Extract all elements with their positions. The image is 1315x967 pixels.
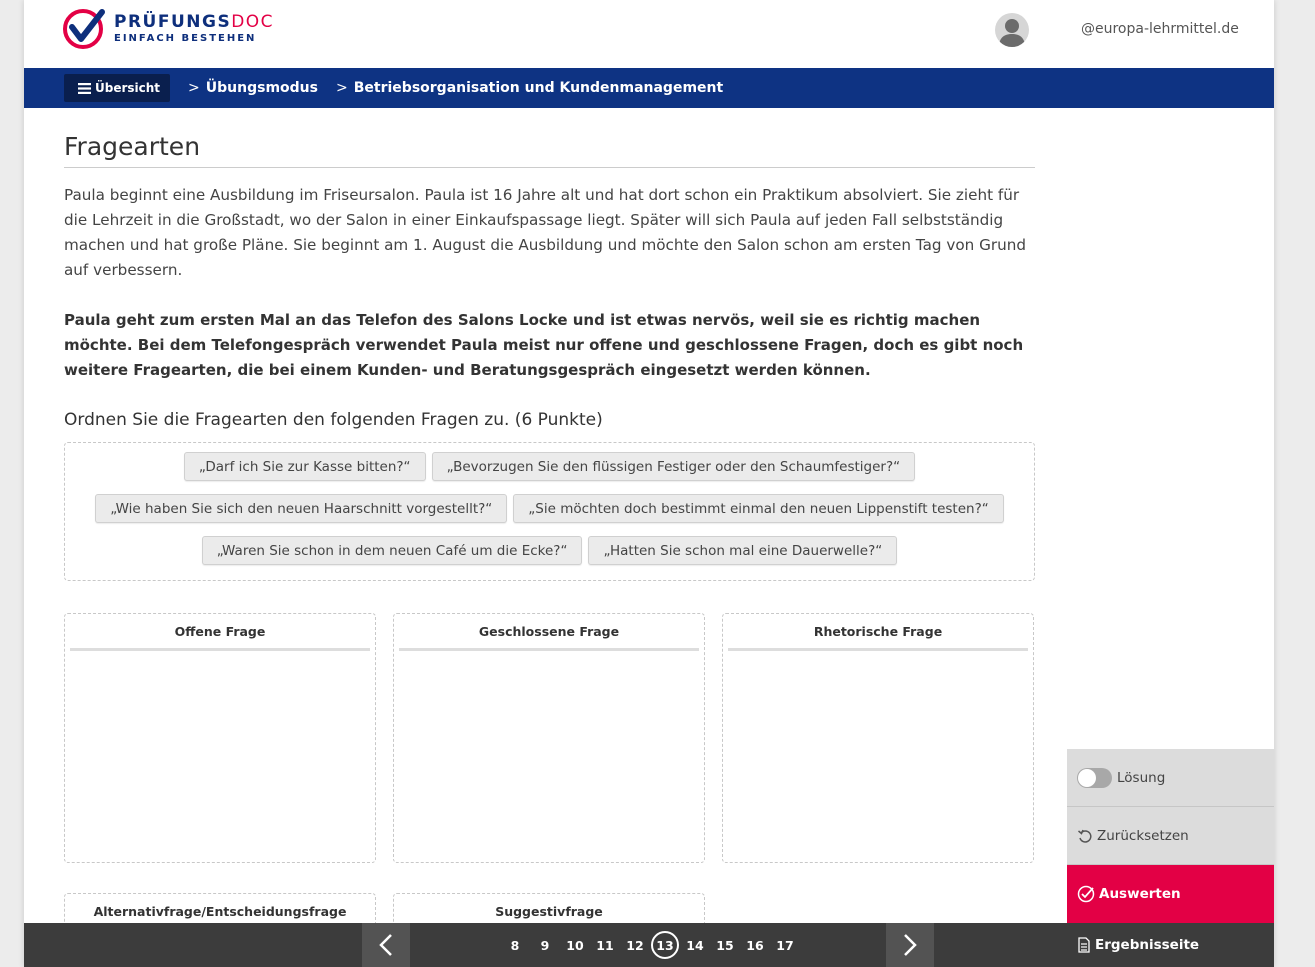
page-number[interactable]: 17 <box>776 937 794 953</box>
drop-zone-title: Offene Frage <box>70 614 370 651</box>
answer-pool <box>64 442 1035 581</box>
page-number[interactable]: 15 <box>716 937 734 953</box>
header <box>24 0 1274 68</box>
breadcrumb-mode[interactable]: > Übungsmodus <box>188 80 318 96</box>
document-icon <box>1077 937 1091 953</box>
page-number[interactable]: 14 <box>686 937 704 953</box>
avatar[interactable] <box>995 13 1029 47</box>
user-icon <box>995 13 1029 47</box>
page-title: Fragearten <box>64 132 1035 168</box>
user-email[interactable]: @europa-lehrmittel.de <box>1081 21 1239 37</box>
results-button[interactable] <box>1067 923 1274 967</box>
page-number[interactable]: 16 <box>746 937 764 953</box>
drop-zone-rhetorische-frage[interactable] <box>722 613 1034 863</box>
chevron-right-icon: > <box>336 80 348 96</box>
drop-zone-title: Rhetorische Frage <box>728 614 1028 651</box>
logo[interactable] <box>62 6 274 50</box>
current-page-number[interactable]: 13 <box>651 931 679 959</box>
check-circle-icon <box>1077 885 1095 903</box>
task-text: Paula geht zum ersten Mal an das Telefon des Salons Locke und ist etwas nervös, weil sie es richtig machen möchte. Bei dem Telefongespräch verwendet Paula meist nur offene und geschlossene Fragen, doch es gibt noch weitere Fragearten, die bei einem Kunden- und Beratungsgespräch eingesetzt werden können. <box>64 311 1024 379</box>
page-number[interactable]: 9 <box>540 937 550 953</box>
page <box>24 0 1274 967</box>
evaluate-label: Auswerten <box>1099 886 1181 902</box>
toggle-switch[interactable] <box>1077 768 1112 788</box>
results-label: Ergebnisseite <box>1095 937 1200 953</box>
evaluate-button[interactable] <box>1067 865 1274 923</box>
chevron-right-icon: > <box>188 80 200 96</box>
drop-zone-title: Geschlossene Frage <box>399 614 699 651</box>
overview-label: Übersicht <box>95 81 161 95</box>
reset-button[interactable] <box>1067 807 1274 865</box>
drop-zones <box>64 613 1035 967</box>
answer-chip[interactable]: „Hatten Sie schon mal eine Dauerwelle?“ <box>588 536 897 565</box>
page-number[interactable]: 11 <box>596 937 614 953</box>
answer-chip[interactable]: „Sie möchten doch bestimmt einmal den neuen Lippenstift testen?“ <box>513 494 1003 523</box>
solution-toggle[interactable] <box>1067 749 1274 807</box>
answer-chip[interactable]: „Darf ich Sie zur Kasse bitten?“ <box>184 452 426 481</box>
next-page-button[interactable] <box>886 923 934 967</box>
breadcrumb-topic[interactable]: > Betriebsorganisation und Kundenmanagement <box>336 80 724 96</box>
page-number[interactable]: 12 <box>626 937 644 953</box>
logo-check-icon <box>62 6 108 50</box>
page-number[interactable]: 10 <box>566 937 584 953</box>
chevron-right-icon <box>902 933 918 957</box>
answer-chip[interactable]: „Bevorzugen Sie den flüssigen Festiger oder den Schaumfestiger?“ <box>432 452 916 481</box>
drop-zone-geschlossene-frage[interactable] <box>393 613 705 863</box>
page-number[interactable]: 8 <box>510 937 520 953</box>
answer-chip[interactable]: „Wie haben Sie sich den neuen Haarschnitt vorgestellt?“ <box>95 494 507 523</box>
drop-zone-offene-frage[interactable] <box>64 613 376 863</box>
breadcrumb-bar <box>24 68 1274 108</box>
menu-icon <box>78 83 91 94</box>
prev-page-button[interactable] <box>362 923 410 967</box>
logo-subtitle: EINFACH BESTEHEN <box>114 33 257 44</box>
pagination-bar <box>24 923 1067 967</box>
drop-zone-title: Suggestivfrage <box>399 894 699 931</box>
undo-icon <box>1077 828 1093 844</box>
solution-label: Lösung <box>1117 769 1166 786</box>
action-panel <box>1067 749 1274 967</box>
overview-button[interactable] <box>64 74 170 102</box>
reset-label: Zurücksetzen <box>1097 827 1189 844</box>
instruction-text: Ordnen Sie die Fragearten den folgenden Fragen zu. (6 Punkte) <box>64 410 603 430</box>
answer-chip[interactable]: „Waren Sie schon in dem neuen Café um die Ecke?“ <box>202 536 583 565</box>
logo-title: PRÜFUNGSDOC <box>114 12 275 32</box>
main-content <box>64 108 1035 967</box>
page-numbers <box>500 923 800 967</box>
intro-text: Paula beginnt eine Ausbildung im Friseursalon. Paula ist 16 Jahre alt und hat dort schon ein Praktikum absolviert. Sie zieht für die Lehrzeit in die Großstadt, wo der Salon in einer Einkaufspassage liegt. Später will sich Paula auf jeden Fall selbstständig machen und hat große Pläne. Sie beginnt am 1. August die Ausbildung und möchte den Salon schon am ersten Tag von Grund auf verbessern. <box>64 186 1026 279</box>
drop-zone-title: Alternativfrage/Entscheidungsfrage <box>70 894 370 931</box>
chevron-left-icon <box>378 933 394 957</box>
